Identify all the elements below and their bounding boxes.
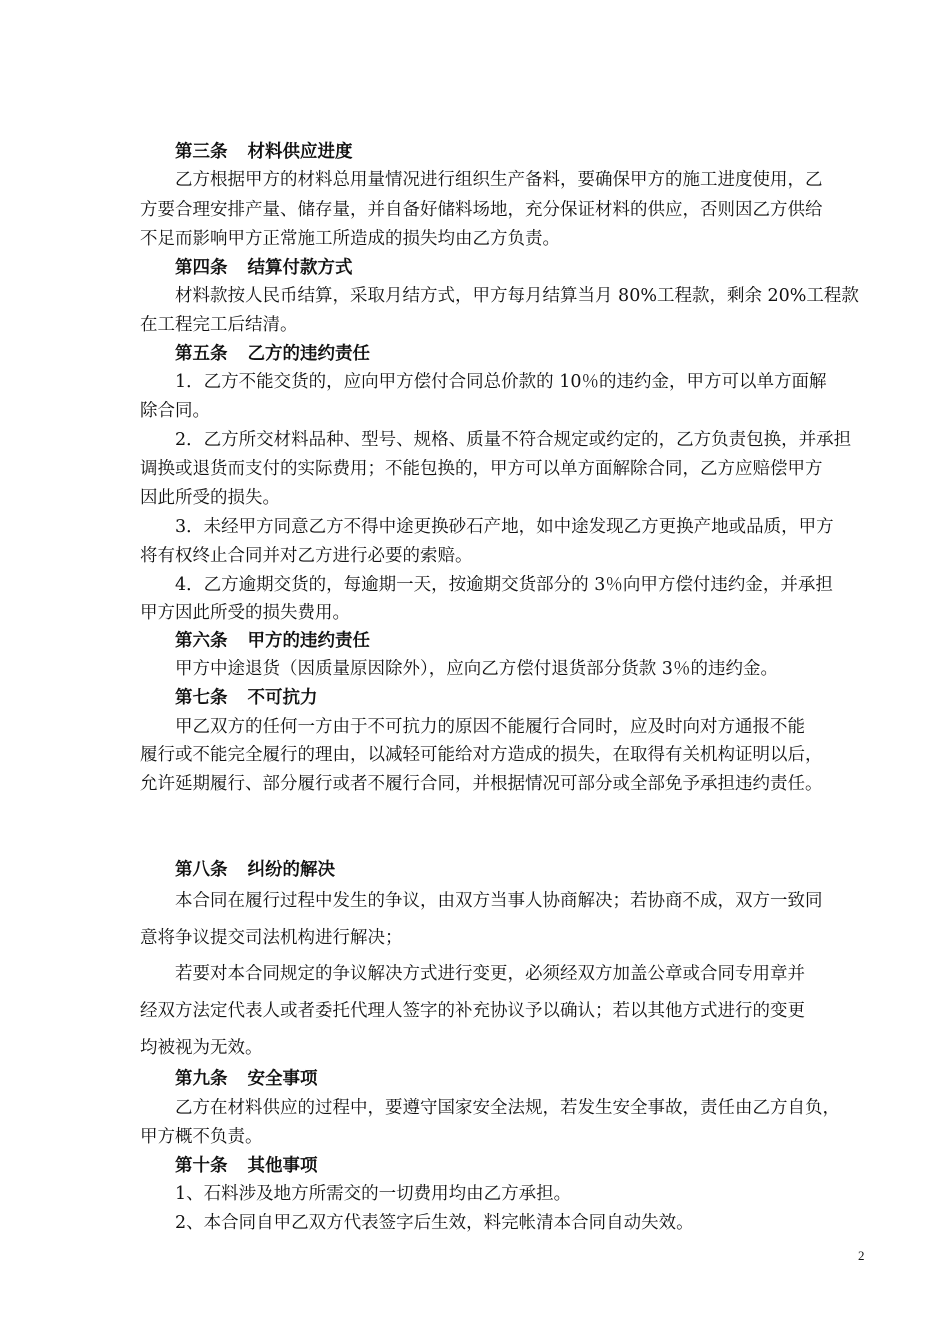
paragraph-line: 甲方中途退货（因质量原因除外），应向乙方偿付退货部分货款 3％的违约金。	[175, 659, 778, 679]
paragraph-line: 1．乙方不能交货的，应向甲方偿付合同总价款的 10％的违约金，甲方可以单方面解	[175, 372, 827, 392]
paragraph-line: 除合同。	[140, 401, 210, 421]
paragraph-line: 因此所受的损失。	[140, 488, 280, 508]
paragraph-line: 均被视为无效。	[140, 1038, 263, 1058]
section-heading-6: 第六条 甲方的违约责任	[175, 631, 370, 651]
paragraph-line: 若要对本合同规定的争议解决方式进行变更，必须经双方加盖公章或合同专用章并	[175, 964, 805, 984]
paragraph-line: 2、本合同自甲乙双方代表签字后生效，料完帐清本合同自动失效。	[175, 1213, 694, 1233]
paragraph-line: 履行或不能完全履行的理由，以减轻可能给对方造成的损失，在取得有关机构证明以后，	[140, 745, 823, 765]
paragraph-line: 3．未经甲方同意乙方不得中途更换砂石产地，如中途发现乙方更换产地或品质，甲方	[175, 517, 834, 537]
paragraph-line: 甲方概不负责。	[140, 1127, 263, 1147]
paragraph-line: 调换或退货而支付的实际费用；不能包换的，甲方可以单方面解除合同，乙方应赔偿甲方	[140, 459, 823, 479]
paragraph-line: 经双方法定代表人或者委托代理人签字的补充协议予以确认；若以其他方式进行的变更	[140, 1001, 805, 1021]
section-heading-4: 第四条 结算付款方式	[175, 258, 353, 278]
paragraph-line: 在工程完工后结清。	[140, 315, 298, 335]
paragraph-line: 本合同在履行过程中发生的争议，由双方当事人协商解决；若协商不成，双方一致同	[175, 891, 823, 911]
paragraph-line: 方要合理安排产量、储存量，并自备好储料场地，充分保证材料的供应，否则因乙方供给	[140, 200, 823, 220]
paragraph-line: 1、石料涉及地方所需交的一切费用均由乙方承担。	[175, 1184, 572, 1204]
paragraph-line: 材料款按人民币结算，采取月结方式，甲方每月结算当月 80%工程款，剩余 20%工程款	[175, 286, 859, 306]
paragraph-line: 意将争议提交司法机构进行解决；	[140, 928, 403, 948]
page-number: 2	[858, 1248, 865, 1263]
section-heading-3: 第三条 材料供应进度	[175, 142, 353, 162]
section-heading-8: 第八条 纠纷的解决	[175, 860, 335, 880]
paragraph-line: 将有权终止合同并对乙方进行必要的索赔。	[140, 546, 473, 566]
paragraph-line: 2．乙方所交材料品种、型号、规格、质量不符合规定或约定的，乙方负责包换，并承担	[175, 430, 852, 450]
paragraph-line: 4．乙方逾期交货的，每逾期一天，按逾期交货部分的 3％向甲方偿付违约金，并承担	[175, 575, 833, 595]
section-heading-5: 第五条 乙方的违约责任	[175, 344, 370, 364]
paragraph-line: 甲乙双方的任何一方由于不可抗力的原因不能履行合同时，应及时向对方通报不能	[175, 717, 805, 737]
section-heading-9: 第九条 安全事项	[175, 1069, 318, 1089]
paragraph-line: 乙方根据甲方的材料总用量情况进行组织生产备料，要确保甲方的施工进度使用，乙	[175, 170, 823, 190]
paragraph-line: 允许延期履行、部分履行或者不履行合同，并根据情况可部分或全部免予承担违约责任。	[140, 774, 823, 794]
section-heading-7: 第七条 不可抗力	[175, 688, 318, 708]
paragraph-line: 乙方在材料供应的过程中，要遵守国家安全法规，若发生安全事故，责任由乙方自负，	[175, 1098, 840, 1118]
paragraph-line: 不足而影响甲方正常施工所造成的损失均由乙方负责。	[140, 229, 560, 249]
paragraph-line: 甲方因此所受的损失费用。	[140, 603, 350, 623]
section-heading-10: 第十条 其他事项	[175, 1156, 318, 1176]
